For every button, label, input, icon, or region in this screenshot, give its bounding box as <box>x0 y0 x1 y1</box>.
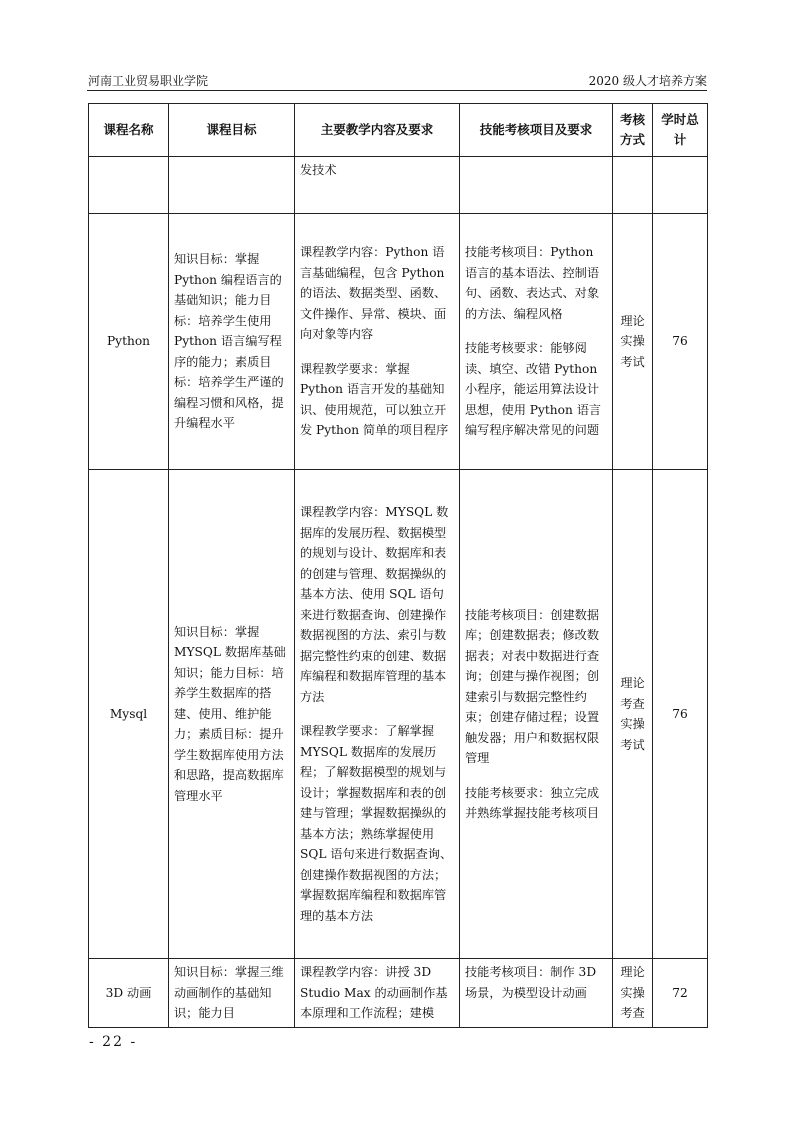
cell-total-hours <box>653 157 708 214</box>
cell-main-content <box>295 959 460 1028</box>
content-paragraph: 课程教学要求：了解掌握 MYSQL 数据库的发展历程；了解数据模型的规划与设计；掌握数据库和表的创建与管理；掌握数据操纵的基本方法；熟练掌握使用 SQL 语句来进行数据查询、创建操作数据视图的方法；掌握数据库编程和数据库管理的基本方法 <box>300 724 453 923</box>
header-plan-title: 2020 级人才培养方案 <box>588 74 707 88</box>
content-paragraph: 发技术 <box>300 163 337 177</box>
cell-course-goal: 知识目标：掌握三维动画制作的基础知识；能力目 <box>169 959 295 1028</box>
cell-course-name: Python <box>89 214 169 470</box>
content-paragraph: 课程教学内容：MYSQL 数据库的发展历程、数据模型的规划与设计、数据库和表的创建与管理、数据操纵的基本方法、使用 SQL 语句来进行数据查询、创建操作数据视图的方法、索引与数据完整性约束的创建、数据库编程和数据库管理的基本方法 <box>300 505 449 704</box>
cell-course-name: 3D 动画 <box>89 959 169 1028</box>
cell-course-name: Mysql <box>89 470 169 959</box>
cell-course-goal <box>169 157 295 214</box>
column-header-course-goal: 课程目标 <box>169 104 295 157</box>
cell-assessment-method <box>613 157 653 214</box>
cell-assessment-method: 理论实操考查 <box>613 959 653 1028</box>
table-header-row <box>89 104 708 157</box>
column-header-assessment-method: 考核方式 <box>613 104 653 157</box>
column-header-skill-assessment: 技能考核项目及要求 <box>460 104 613 157</box>
cell-main-content <box>295 470 460 959</box>
cell-course-goal: 知识目标：掌握Python 编程语言的基础知识；能力目标：培养学生使用 Python 语言编写程序的能力；素质目标：培养学生严谨的编程习惯和风格，提升编程水平 <box>169 214 295 470</box>
content-paragraph: 课程教学内容：讲授 3D Studio Max 的动画制作基本原理和工作流程；建模 <box>300 965 448 1020</box>
cell-assessment-method: 理论考查实操考试 <box>613 470 653 959</box>
table-row <box>89 959 708 1028</box>
header-divider <box>87 90 707 91</box>
skill-paragraph: 技能考核项目：Python 语言的基本语法、控制语句、函数、表达式、对象的方法、编程风格 <box>465 245 600 321</box>
header-school-name: 河南工业贸易职业学院 <box>88 74 209 88</box>
course-table <box>88 103 708 1028</box>
cell-skill-assessment <box>460 214 613 470</box>
table-row <box>89 157 708 214</box>
cell-total-hours: 72 <box>653 959 708 1028</box>
cell-total-hours: 76 <box>653 470 708 959</box>
cell-main-content <box>295 214 460 470</box>
cell-total-hours: 76 <box>653 214 708 470</box>
cell-course-name <box>89 157 169 214</box>
cell-skill-assessment <box>460 157 613 214</box>
content-paragraph: 课程教学要求：掌握 Python 语言开发的基础知识、使用规范，可以独立开发 Python 简单的项目程序 <box>300 361 449 438</box>
page-number: - 22 - <box>89 1034 138 1050</box>
cell-main-content <box>295 157 460 214</box>
cell-skill-assessment <box>460 959 613 1028</box>
cell-skill-assessment <box>460 470 613 959</box>
skill-paragraph: 技能考核项目：创建数据库；创建数据表；修改数据表；对表中数据进行查询；创建与操作视图；创建索引与数据完整性约束；创建存储过程；设置触发器；用户和数据权限管理 <box>465 607 600 765</box>
cell-course-goal: 知识目标：掌握MYSQL 数据库基础知识；能力目标：培养学生数据库的搭建、使用、维护能力；素质目标：提升学生数据库使用方法和思路，提高数据库管理水平 <box>169 470 295 959</box>
content-paragraph: 课程教学内容：Python 语言基础编程，包含 Python 的语法、数据类型、函数、文件操作、异常、模块、面向对象等内容 <box>300 245 449 342</box>
column-header-total-hours: 学时总计 <box>653 104 708 157</box>
table-row <box>89 470 708 959</box>
skill-paragraph: 技能考核要求：能够阅读、填空、改错 Python 小程序，能运用算法设计思想，使用 Python 语言编写程序解决常见的问题 <box>465 341 602 438</box>
skill-paragraph: 技能考核要求：独立完成并熟练掌握技能考核项目 <box>465 785 600 820</box>
column-header-course-name: 课程名称 <box>89 104 169 157</box>
skill-paragraph: 技能考核项目：制作 3D 场景，为模型设计动画 <box>465 965 600 1000</box>
column-header-main-content: 主要教学内容及要求 <box>295 104 460 157</box>
table-row <box>89 214 708 470</box>
cell-assessment-method: 理论实操考试 <box>613 214 653 470</box>
